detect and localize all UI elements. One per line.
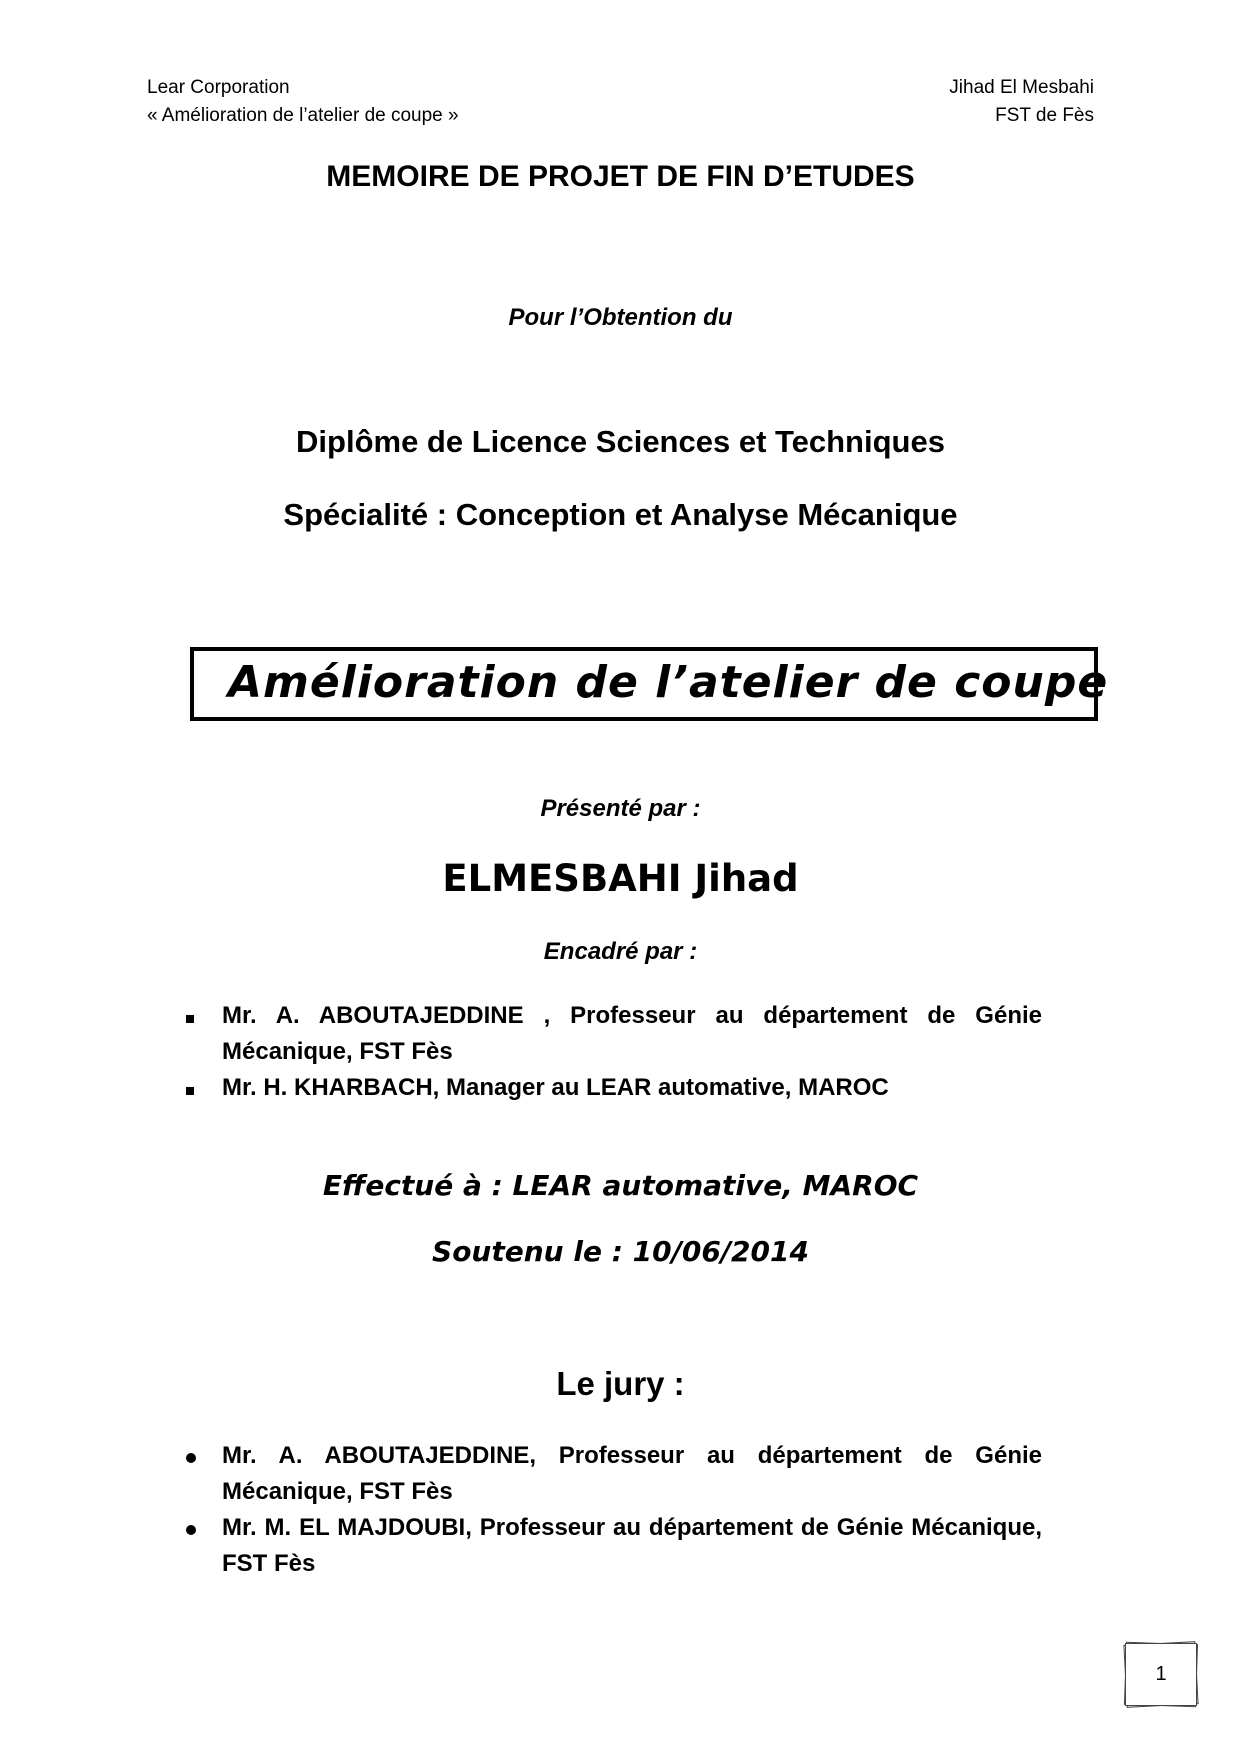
- jury-entry: Mr. M. EL MAJDOUBI, Professeur au département de Génie Mécanique, FST Fès: [222, 1514, 1042, 1577]
- header-school: FST de Fès: [995, 105, 1094, 126]
- square-bullet-icon: [186, 998, 206, 1034]
- internship-location: Effectué à : LEAR automative, MAROC: [322, 1169, 919, 1202]
- square-bullet-icon: [186, 1070, 206, 1106]
- project-title: Amélioration de l’atelier de coupe: [228, 657, 1109, 708]
- specialite: Spécialité : Conception et Analyse Mécanique: [283, 497, 958, 532]
- author-name: ELMESBAHI Jihad: [442, 857, 799, 900]
- jury-list: [186, 1438, 1042, 1582]
- document-title: MEMOIRE DE PROJET DE FIN D’ETUDES: [326, 160, 915, 193]
- list-item: [186, 1510, 1042, 1582]
- header-company: Lear Corporation: [147, 77, 290, 98]
- presented-by-label: Présenté par :: [540, 795, 701, 822]
- document-subtitle: Pour l’Obtention du: [508, 304, 733, 331]
- defense-date: Soutenu le : 10/06/2014: [432, 1235, 809, 1268]
- header-author: Jihad El Mesbahi: [949, 77, 1094, 98]
- list-item: [186, 1438, 1042, 1510]
- jury-heading: Le jury :: [556, 1365, 685, 1402]
- page-number-box: [1125, 1643, 1197, 1706]
- supervised-by-label: Encadré par :: [543, 938, 698, 965]
- supervisor-list: [186, 998, 1042, 1106]
- list-item: [186, 1070, 1042, 1106]
- round-bullet-icon: [186, 1510, 206, 1546]
- header-project: « Amélioration de l’atelier de coupe »: [147, 105, 459, 126]
- round-bullet-icon: [186, 1438, 206, 1474]
- supervisor-entry: Mr. A. ABOUTAJEDDINE , Professeur au département de Génie Mécanique, FST Fès: [222, 1002, 1042, 1065]
- jury-entry: Mr. A. ABOUTAJEDDINE, Professeur au département de Génie Mécanique, FST Fès: [222, 1442, 1042, 1505]
- project-title-box: [190, 647, 1109, 721]
- list-item: [186, 998, 1042, 1070]
- page-number: 1: [1155, 1663, 1167, 1685]
- diploma-name: Diplôme de Licence Sciences et Techniques: [296, 424, 945, 459]
- supervisor-entry: Mr. H. KHARBACH, Manager au LEAR automative, MAROC: [222, 1074, 889, 1101]
